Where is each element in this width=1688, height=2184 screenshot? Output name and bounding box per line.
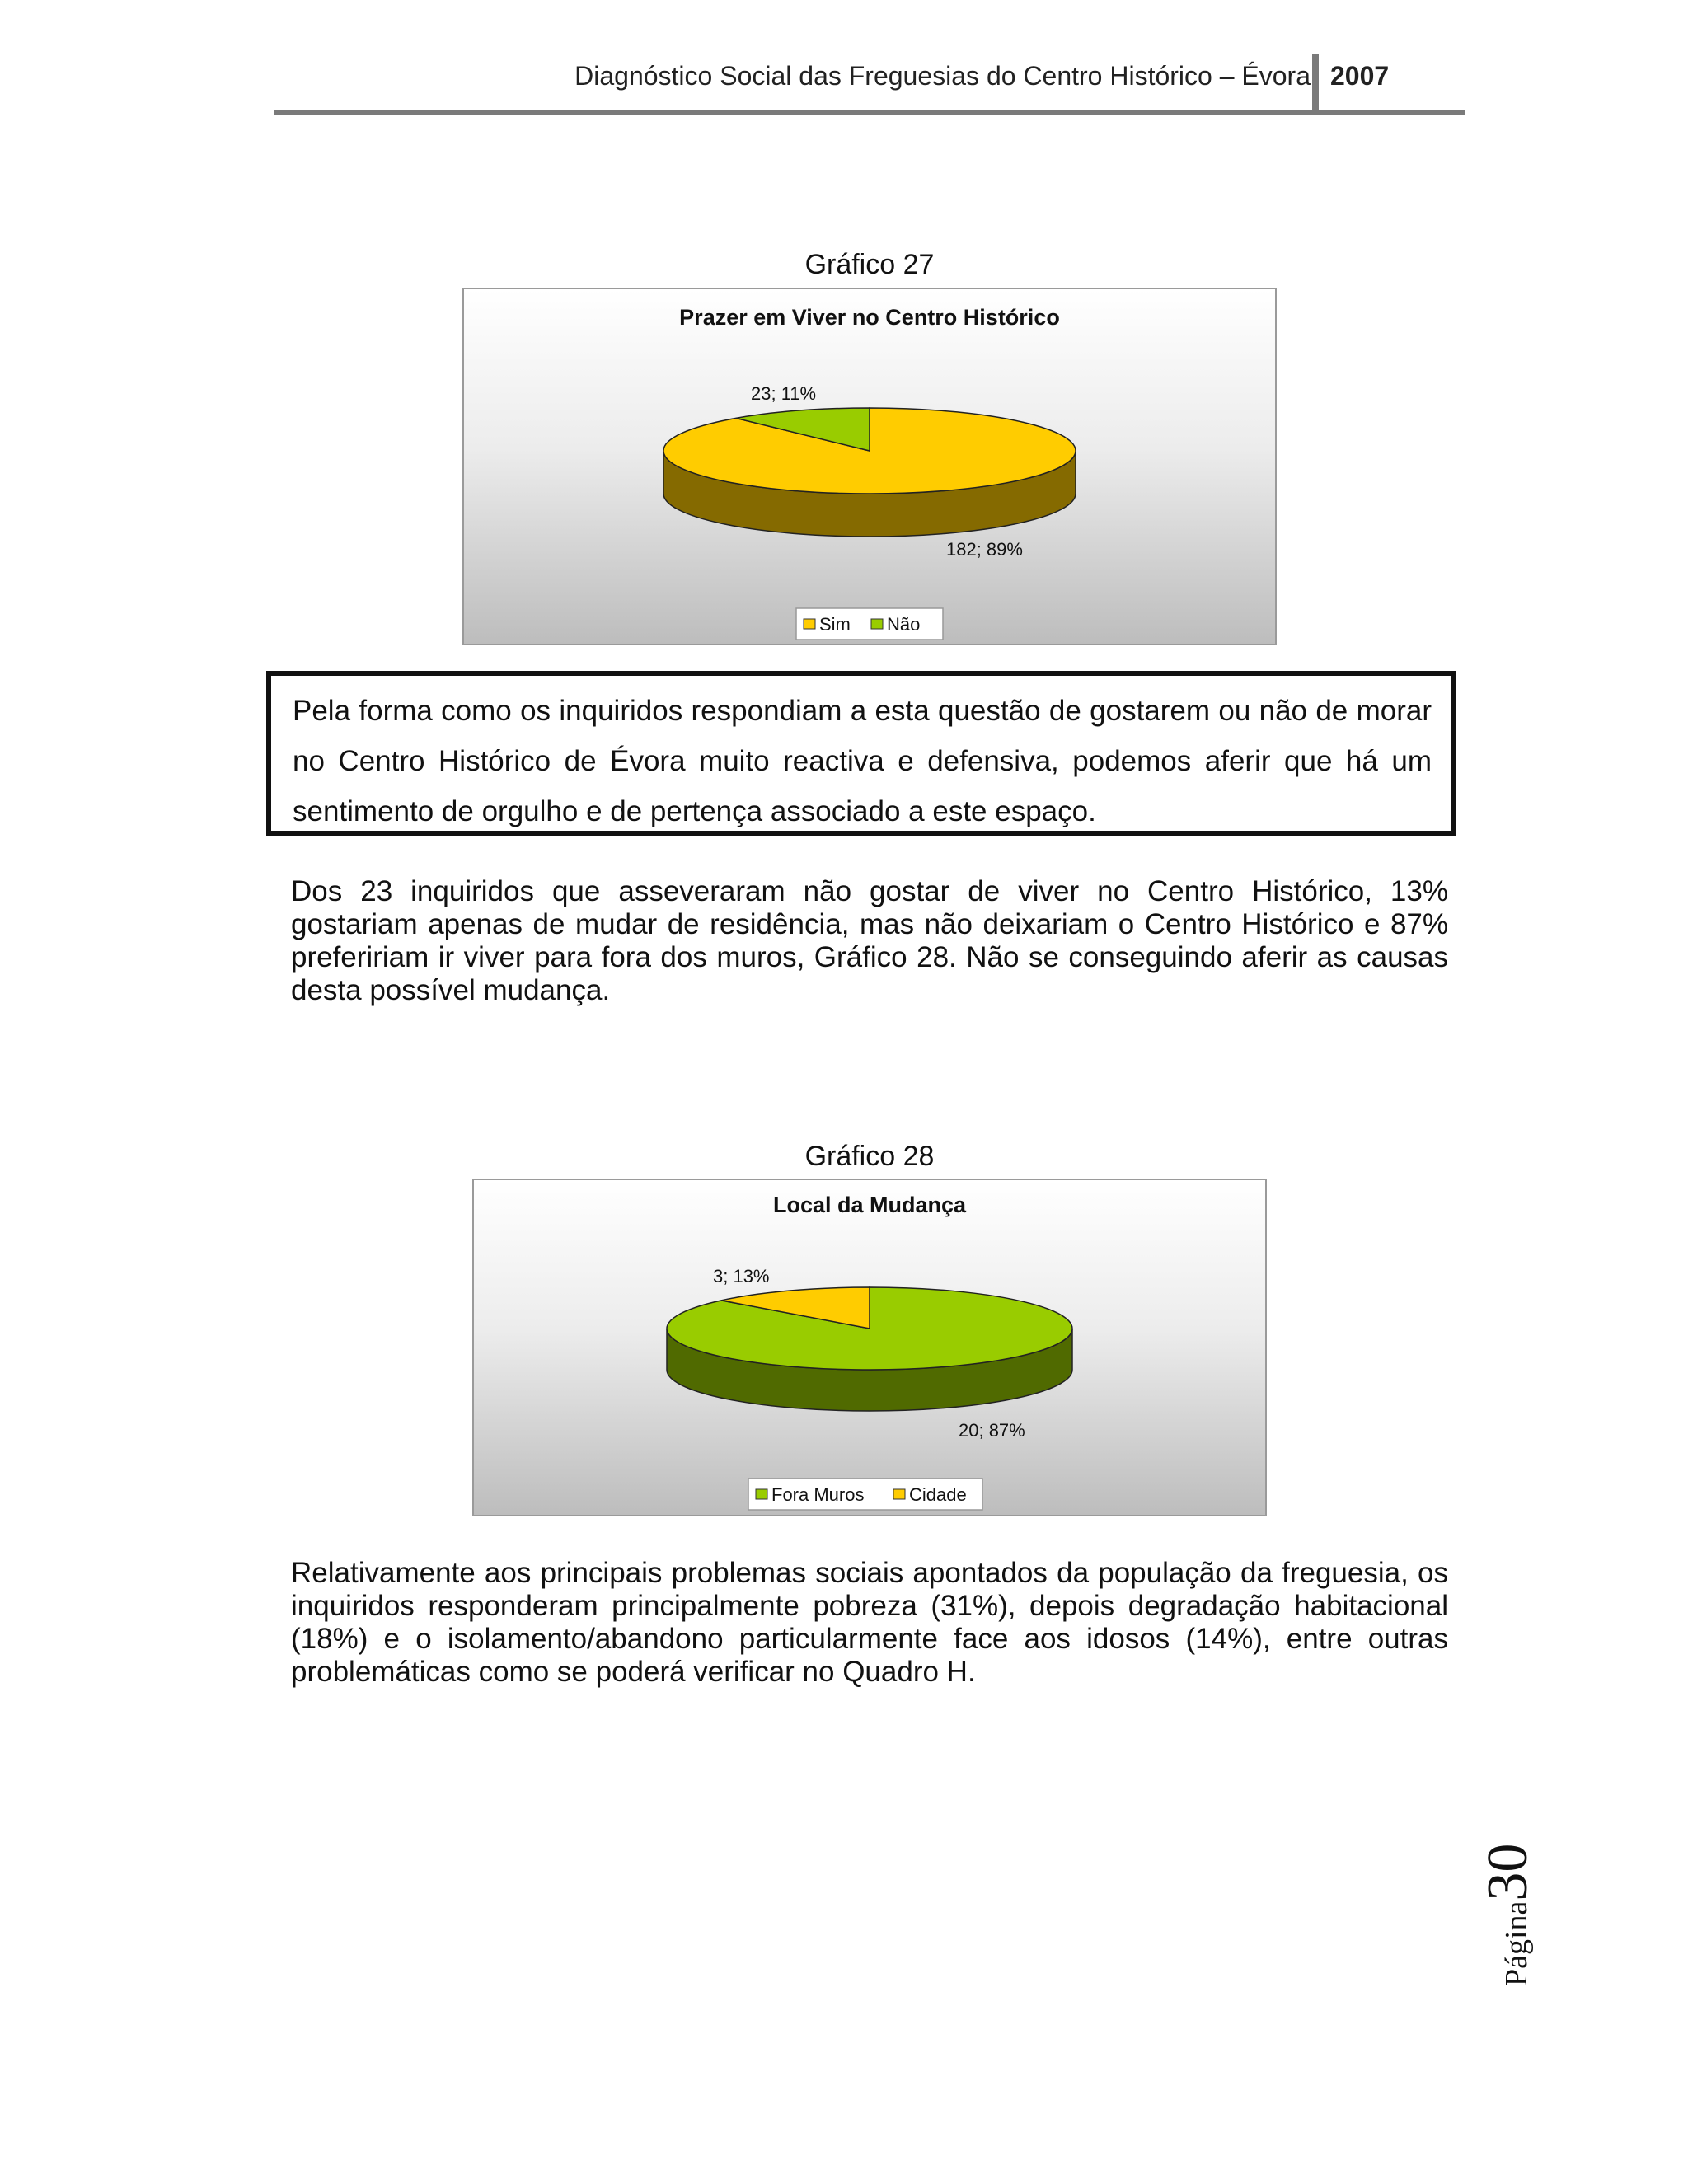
highlight-text: Pela forma como os inquiridos respondiam a esta questão de gostarem ou não de morar no Centro Histórico de Évora muito reactiva e defensiva, podemos aferir que há um sentimento de orgulho e de pertença associado a este espaço. [293,695,1432,827]
chart27-data-label-sim: 182; 89% [946,539,1023,560]
document-header-title: Diagnóstico Social das Freguesias do Centro Histórico – Évora [574,61,1311,91]
chart28-legend-label-fora-muros: Fora Muros [771,1484,865,1505]
chart28-data-label-cidade: 3; 13% [713,1266,770,1286]
highlight-box [266,671,1456,836]
chart28-frame [472,1179,1267,1516]
chart27-title: Prazer em Viver no Centro Histórico [679,305,1060,330]
chart27-frame [462,288,1277,645]
chart28-caption: Gráfico 28 [804,1141,935,1172]
chart27-legend-label-sim: Sim [819,614,851,635]
chart28-title: Local da Mudança [772,1193,967,1217]
chart28-legend-swatch-fora-muros [756,1489,767,1499]
chart27-legend [796,608,943,640]
page-number-value: 30 [1476,1843,1540,1901]
chart28-legend-label-cidade: Cidade [909,1484,967,1505]
header-rule [274,110,1465,115]
chart27-caption: Gráfico 27 [804,249,935,280]
chart27-legend-swatch-sim [804,619,815,629]
page-number-word: Página [1499,1900,1534,1986]
chart27-pie [464,289,1275,644]
page-number [1475,1843,1541,1986]
chart27-legend-label-nao: Não [887,614,921,635]
paragraph-2: Relativamente aos principais problemas sociais apontados da população da freguesia, os inquiridos responderam principalmente pobreza (31%), depois degradação habitacional (18%) e o isolamento/abandono particularmente face aos idosos (14%), entre outras problemáticas como se poderá verificar no Quadro H. [291,1557,1448,1688]
chart28-legend [748,1479,982,1510]
chart27-data-label-nao: 23; 11% [751,383,817,404]
chart28-pie [474,1180,1265,1515]
paragraph-1: Dos 23 inquiridos que asseveraram não gostar de viver no Centro Histórico, 13% gostariam apenas de mudar de residência, mas não deixariam o Centro Histórico e 87% prefeririam ir viver para fora dos muros, Gráfico 28. Não se conseguindo aferir as causas desta possível mudança. [291,875,1448,1006]
chart27-legend-swatch-nao [871,619,883,629]
chart28-data-label-fora-muros: 20; 87% [959,1420,1025,1441]
document-header-year: 2007 [1330,61,1390,91]
chart28-legend-swatch-cidade [893,1489,905,1499]
header-divider [1312,54,1319,115]
